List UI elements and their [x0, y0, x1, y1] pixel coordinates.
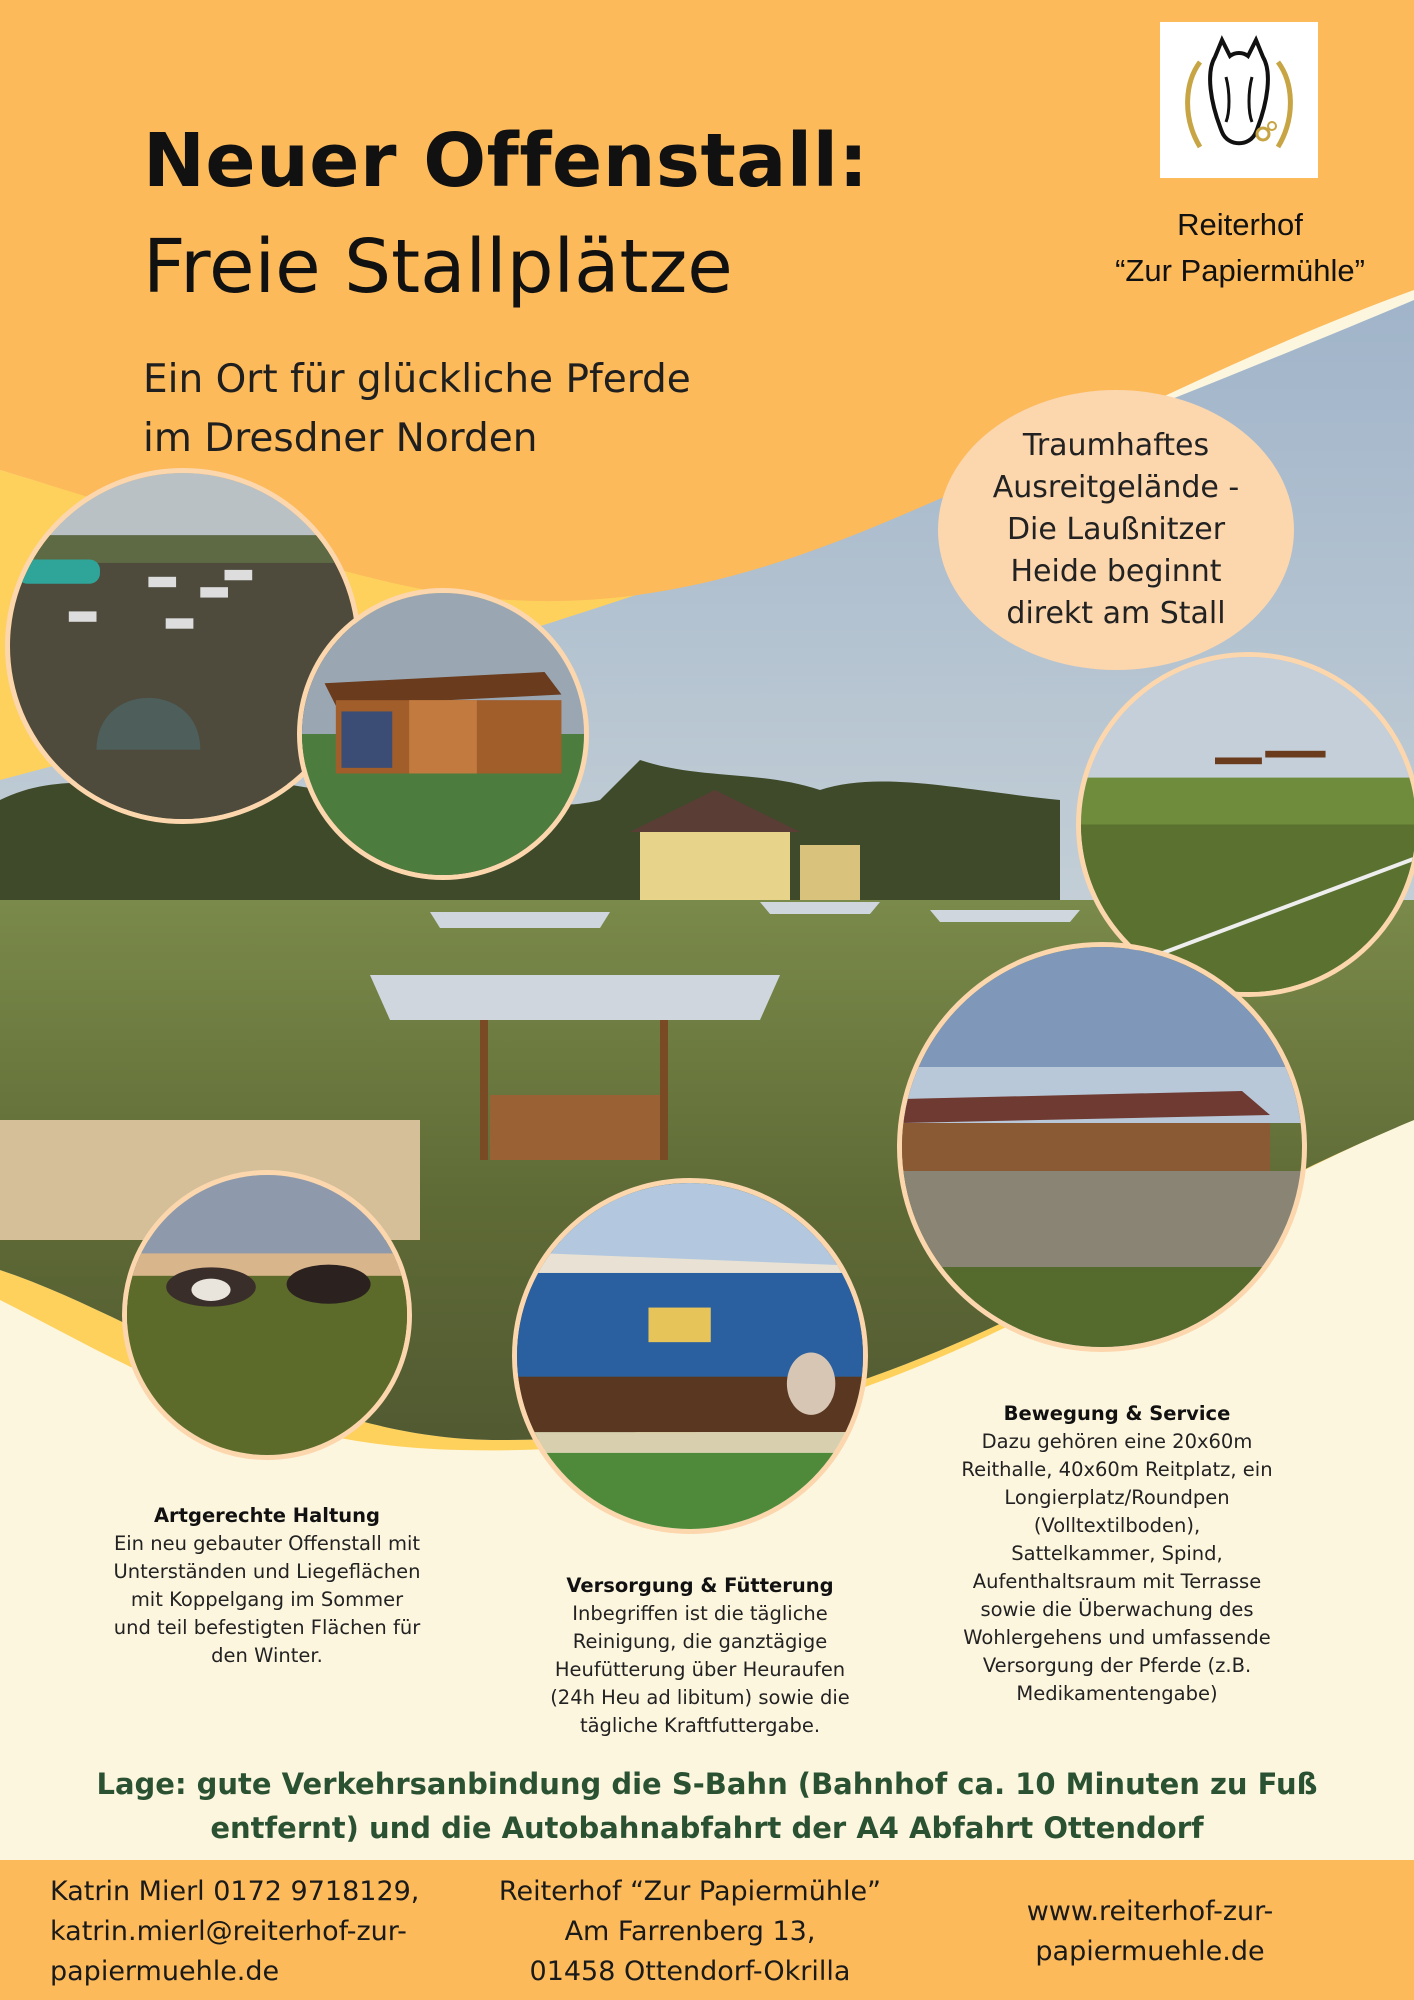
contact-name-phone: Katrin Mierl 0172 9718129,: [50, 1876, 420, 1907]
address-line: Am Farrenberg 13,: [564, 1916, 816, 1947]
highlight-line: direkt am Stall: [1006, 596, 1226, 631]
section-line: Reithalle, 40x60m Reitplatz, ein: [961, 1458, 1273, 1481]
highlight-line: Die Laußnitzer: [1006, 512, 1226, 547]
section-line: und teil befestigten Flächen für: [113, 1616, 421, 1639]
address-line: 01458 Ottendorf-Okrilla: [529, 1956, 851, 1987]
section-line: Unterständen und Liegeflächen: [113, 1560, 421, 1583]
farm-name: [1090, 202, 1390, 294]
contact-email-cont[interactable]: papiermuehle.de: [50, 1956, 280, 1987]
footer-website[interactable]: [960, 1892, 1340, 1972]
section-line: (24h Heu ad libitum) sowie die: [550, 1686, 850, 1709]
highlight-line: Ausreitgelände -: [992, 470, 1240, 505]
subtitle: [143, 350, 691, 468]
section-title: Artgerechte Haltung: [153, 1504, 381, 1527]
website-link-cont[interactable]: papiermuehle.de: [1035, 1936, 1265, 1967]
headline-line1: Neuer Offenstall:: [143, 118, 869, 204]
subtitle-line2: im Dresdner Norden: [143, 416, 538, 461]
farm-name-line1: Reiterhof: [1177, 207, 1303, 242]
location-line2: entfernt) und die Autobahnabfahrt der A4 Abfahrt Ottendorf: [210, 1811, 1204, 1845]
section-line: Ein neu gebauter Offenstall mit: [113, 1532, 421, 1555]
section-bewegung: [930, 1400, 1304, 1708]
address-line: Reiterhof “Zur Papiermühle”: [498, 1876, 882, 1907]
highlight-bubble: [938, 390, 1294, 670]
photo-riding-hall: [897, 942, 1307, 1352]
headline-line2: Freie Stallplätze: [143, 224, 733, 310]
section-line: Reinigung, die ganztägige: [572, 1630, 828, 1653]
section-line: Aufenthaltsraum mit Terrasse: [972, 1570, 1262, 1593]
highlight-bubble-text: [993, 425, 1240, 635]
section-versorgung: [520, 1572, 880, 1740]
subtitle-line1: Ein Ort für glückliche Pferde: [143, 357, 691, 402]
photo-horses-grazing: [122, 1170, 412, 1460]
highlight-line: Traumhaftes: [1022, 428, 1210, 463]
section-line: den Winter.: [211, 1644, 323, 1667]
section-title: Versorgung & Fütterung: [566, 1574, 834, 1597]
location-note: [80, 1762, 1334, 1850]
section-line: tägliche Kraftfuttergabe.: [579, 1714, 821, 1737]
section-line: Medikamentengabe): [1016, 1682, 1218, 1705]
footer-address: [470, 1872, 910, 1992]
logo: [1160, 22, 1318, 178]
photo-blue-stable: [512, 1178, 868, 1534]
highlight-line: Heide beginnt: [1010, 554, 1222, 589]
section-line: Longierplatz/Roundpen: [1004, 1486, 1230, 1509]
farm-name-line2: “Zur Papiermühle”: [1115, 253, 1365, 288]
contact-email[interactable]: katrin.mierl@reiterhof-zur-: [50, 1916, 407, 1947]
footer-contact: [50, 1872, 419, 1992]
section-title: Bewegung & Service: [1003, 1402, 1231, 1425]
section-line: (Volltextilboden),: [1033, 1514, 1201, 1537]
location-line1: Lage: gute Verkehrsanbindung die S-Bahn (Bahnhof ca. 10 Minuten zu Fuß: [96, 1767, 1318, 1801]
horse-head-logo-icon: [1160, 22, 1318, 178]
section-line: mit Koppelgang im Sommer: [130, 1588, 404, 1611]
section-line: Heufütterung über Heuraufen: [554, 1658, 846, 1681]
website-link[interactable]: www.reiterhof-zur-: [1026, 1896, 1274, 1927]
section-haltung: [80, 1502, 454, 1670]
section-line: sowie die Überwachung des: [980, 1598, 1254, 1621]
photo-wooden-shelter: [297, 588, 589, 880]
section-line: Sattelkammer, Spind,: [1011, 1542, 1223, 1565]
section-line: Wohlergehens und umfassende: [963, 1626, 1271, 1649]
section-line: Versorgung der Pferde (z.B.: [982, 1654, 1252, 1677]
section-line: Dazu gehören eine 20x60m: [981, 1430, 1253, 1453]
section-line: Inbegriffen ist die tägliche: [572, 1602, 828, 1625]
